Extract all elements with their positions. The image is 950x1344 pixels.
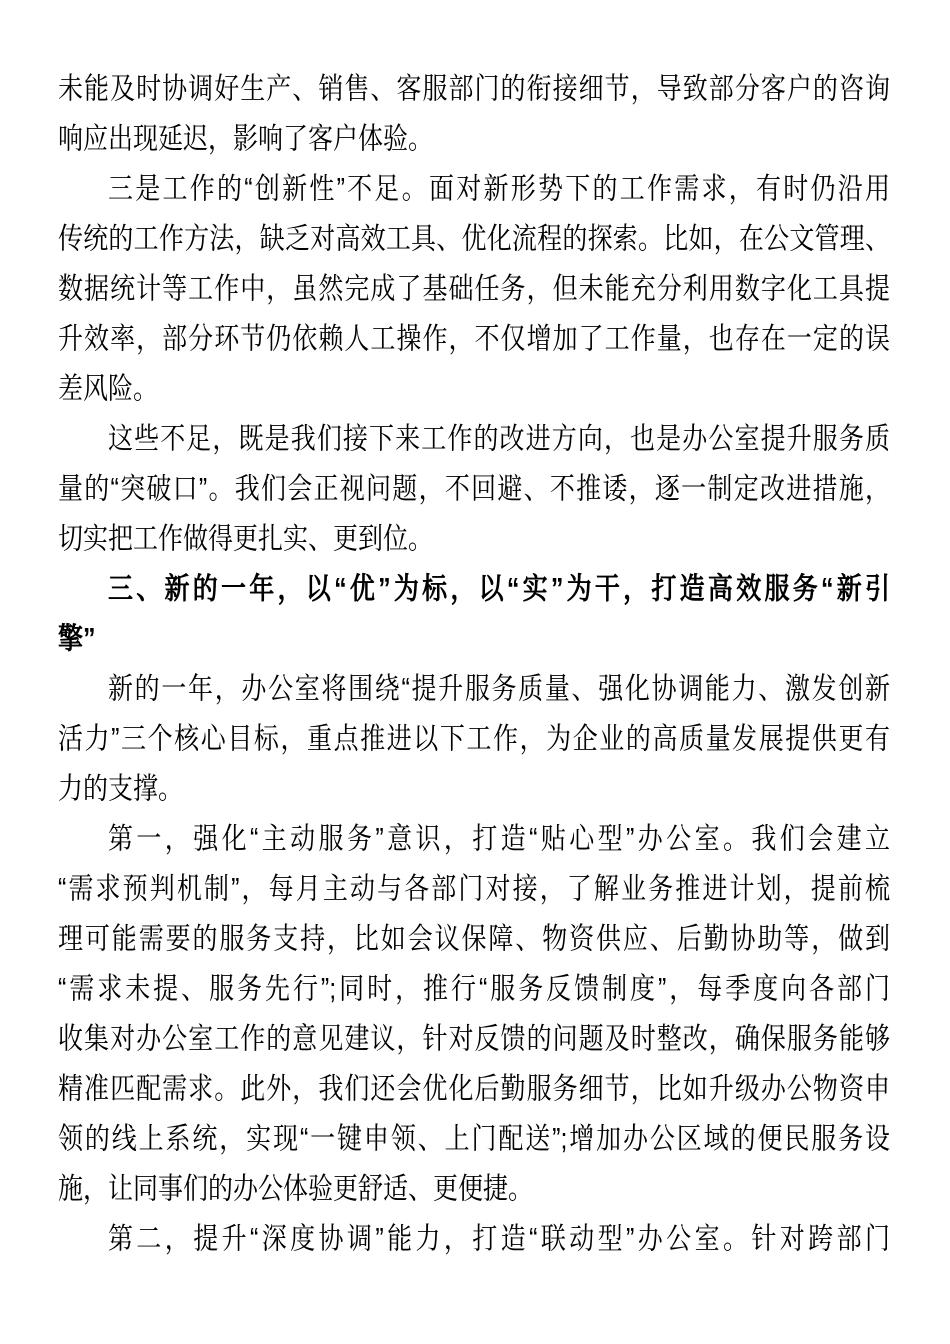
heading-line: 三、新的一年，以“优”为标，以“实”为干，打造高效服务“新引 — [108, 572, 890, 606]
paragraph — [58, 814, 890, 1214]
text-line: 响应出现延迟，影响了客户体验。 — [58, 122, 434, 156]
text-line: 理可能需要的服务支持，比如会议保障、物资供应、后勤协助等，做到 — [58, 922, 890, 956]
text-line: 领的线上系统，实现“一键申领、上门配送”;增加办公区域的便民服务设 — [58, 1122, 890, 1156]
paragraph — [58, 1214, 890, 1264]
paragraph — [58, 164, 890, 414]
heading-line: 擎” — [58, 622, 96, 656]
text-line: 收集对办公室工作的意见建议，针对反馈的问题及时整改，确保服务能够 — [58, 1022, 890, 1056]
paragraph — [58, 414, 890, 564]
text-line: 升效率，部分环节仍依赖人工操作，不仅增加了工作量，也存在一定的误 — [58, 322, 890, 356]
text-line: 未能及时协调好生产、销售、客服部门的衔接细节，导致部分客户的咨询 — [58, 72, 890, 106]
text-line: 施，让同事们的办公体验更舒适、更便捷。 — [58, 1172, 534, 1206]
text-line: “需求预判机制”，每月主动与各部门对接，了解业务推进计划，提前梳 — [58, 872, 890, 906]
text-line: 数据统计等工作中，虽然完成了基础任务，但未能充分利用数字化工具提 — [58, 272, 890, 306]
text-line: 传统的工作方法，缺乏对高效工具、优化流程的探索。比如，在公文管理、 — [58, 222, 890, 256]
text-line: “需求未提、服务先行”;同时，推行“服务反馈制度”，每季度向各部门 — [58, 972, 890, 1006]
text-line: 第一，强化“主动服务”意识，打造“贴心型”办公室。我们会建立 — [108, 822, 890, 856]
text-line: 切实把工作做得更扎实、更到位。 — [58, 522, 434, 556]
section-heading — [58, 564, 890, 664]
document-content — [58, 64, 890, 1264]
text-line: 新的一年，办公室将围绕“提升服务质量、强化协调能力、激发创新 — [108, 672, 890, 706]
text-line: 活力”三个核心目标，重点推进以下工作，为企业的高质量发展提供更有 — [58, 722, 890, 756]
text-line: 这些不足，既是我们接下来工作的改进方向，也是办公室提升服务质 — [108, 422, 890, 456]
text-line: 三是工作的“创新性”不足。面对新形势下的工作需求，有时仍沿用 — [108, 172, 890, 206]
paragraph — [58, 664, 890, 814]
text-line: 量的“突破口”。我们会正视问题，不回避、不推诿，逐一制定改进措施， — [58, 472, 890, 506]
text-line: 精准匹配需求。此外，我们还会优化后勤服务细节，比如升级办公物资申 — [58, 1072, 890, 1106]
text-line: 第二，提升“深度协调”能力，打造“联动型”办公室。针对跨部门 — [108, 1222, 890, 1256]
text-line: 差风险。 — [58, 372, 159, 406]
text-line: 力的支撑。 — [58, 772, 184, 806]
paragraph — [58, 64, 890, 164]
